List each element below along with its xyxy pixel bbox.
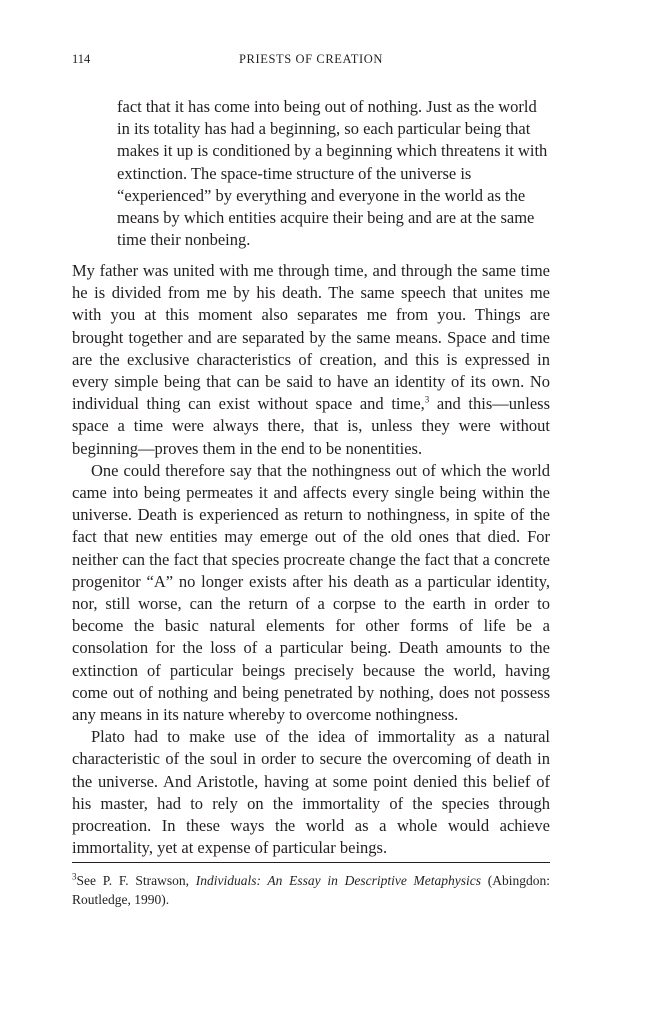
- page-header: [72, 52, 550, 70]
- footnote-reference[interactable]: 3: [424, 394, 430, 405]
- paragraph-2: One could therefore say that the nothingness out of which the world came into being permeates it and affects every single being within the universe. Death is experienced as return to nothingness, in spite of the fact that new entities may emerge out of the old ones that died. For neither can the fact that species procreate change the fact that a concrete progenitor “A” no longer exists after his death as a particular identity, nor, still worse, can the return of a corpse to the earth in order to become the basic natural elements for other forms of life be a consolation for the loss of a particular being. Death amounts to the extinction of particular beings precisely because the world, having come out of nothing and being penetrated by nothing, does not possess any means in its nature whereby to overcome nothingness.: [72, 460, 550, 725]
- footnote-rule: [72, 862, 550, 863]
- block-quote: fact that it has come into being out of nothing. Just as the world in its totality has had a beginning, so each particular being that makes it up is conditioned by a beginning which threatens it with extinction. The space-time structure of the universe is “experienced” by everything and everyone in the world as the means by which entities acquire their being and are at the same time their nonbeing.: [117, 97, 548, 250]
- footnote-marker: 3: [72, 871, 77, 882]
- paragraph-1-text: My father was united with me through time, and through the same time he is divided from me by his death. The same speech that unites me with you at this moment also separates me from you. Things are brought together and are separated by the same means. Space and time are the exclusive characteristics of creation, and this is expressed in every simple being that can be said to have an identity of its own. No individual thing can exist without space and time,: [72, 261, 550, 414]
- footnote: [72, 871, 550, 909]
- body-text: [72, 260, 550, 859]
- footnote-publication: (Abingdon: Routledge, 1990).: [72, 873, 550, 907]
- page-number: 114: [72, 52, 91, 66]
- paragraph-1-continuation: and this—unless space a time were always there, that is, unless they were without beginning—proves them in the end to be nonentities.: [72, 394, 550, 458]
- paragraph-3: Plato had to make use of the idea of immortality as a natural characteristic of the soul in order to secure the overcoming of death in the universe. And Aristotle, having at some point denied this belief of his master, had to rely on the immortality of the species through procreation. In these ways the world as a whole would achieve immortality, yet at expense of particular beings.: [72, 727, 550, 858]
- footnote-book-title: Individuals: An Essay in Descriptive Metaphysics: [195, 873, 482, 888]
- paragraph-1: [72, 260, 550, 460]
- footnote-lead: See P. F. Strawson,: [76, 873, 196, 888]
- running-head: PRIESTS OF CREATION: [238, 52, 384, 66]
